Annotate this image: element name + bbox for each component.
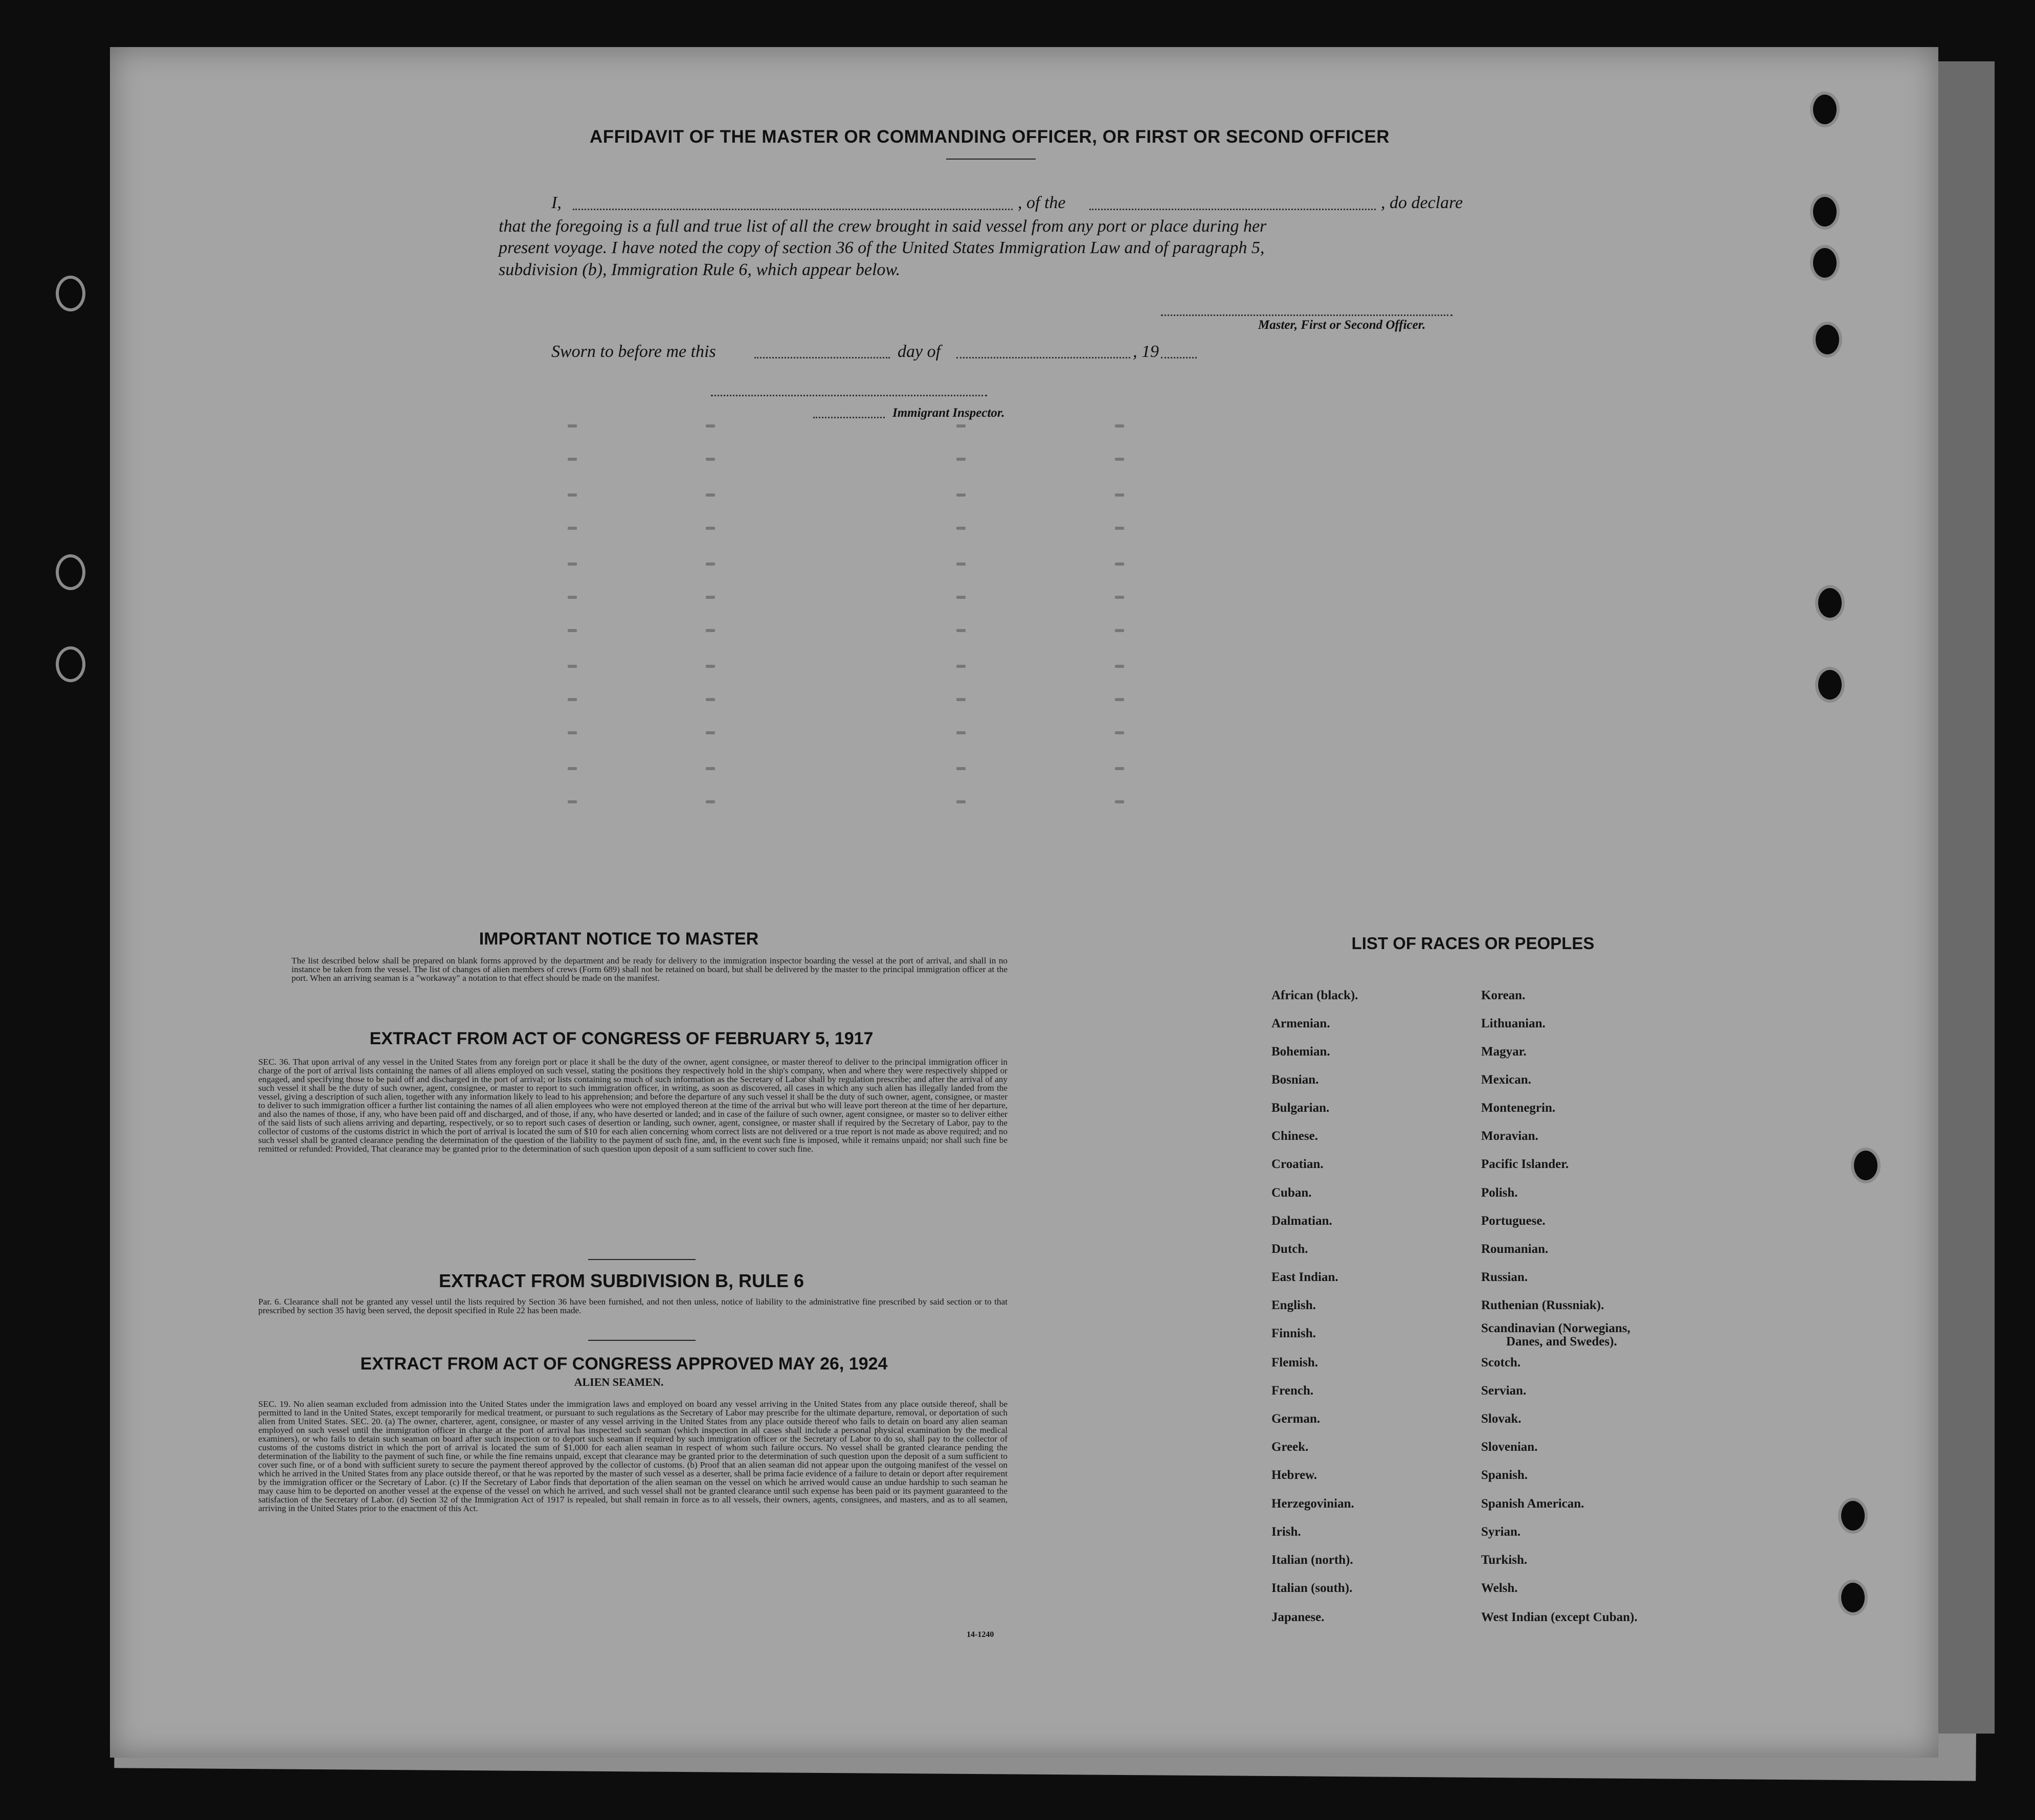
race-item: Bulgarian. [1271, 1101, 1330, 1115]
rule-separator [588, 1259, 696, 1260]
race-item: Irish. [1271, 1525, 1301, 1539]
affidavit-i: I, [551, 193, 562, 212]
race-item: Scandinavian (Norwegians, [1481, 1321, 1630, 1335]
race-item: Ruthenian (Russniak). [1481, 1298, 1604, 1312]
race-item: Montenegrin. [1481, 1101, 1556, 1115]
punch-hole [1813, 197, 1837, 227]
notice-text: The list described below shall be prepared on blank forms approved by the department and be ready for delivery to the immigration inspector boarding the vessel at the port of arrival, and shall in no instance be taken from the vessel. The list of changes of alien members of crews (Form 689) shall not be retained on board, but shall be delivered by the master to the principal immigration officer at the port. When an arriving seaman is a "workaway" a notation to that effect should be made on the manifest. [292, 956, 1008, 983]
race-item: East Indian. [1271, 1270, 1338, 1284]
race-item: Greek. [1271, 1440, 1309, 1454]
race-item: Spanish American. [1481, 1497, 1584, 1511]
race-item: Hebrew. [1271, 1468, 1317, 1482]
sworn-day-blank[interactable] [754, 357, 890, 358]
race-item: Dalmatian. [1271, 1214, 1332, 1228]
race-item: French. [1271, 1384, 1314, 1398]
race-item: West Indian (except Cuban). [1481, 1610, 1638, 1624]
race-item: Magyar. [1481, 1045, 1527, 1059]
sworn-day-of: day of [898, 342, 941, 361]
race-item: Scotch. [1481, 1356, 1521, 1369]
punch-hole [1841, 1583, 1865, 1612]
race-item: African (black). [1271, 988, 1358, 1002]
name-blank[interactable] [573, 209, 1013, 210]
affidavit-title: AFFIDAVIT OF THE MASTER OR COMMANDING OFFICER, OR FIRST OR SECOND OFFICER [589, 127, 1390, 147]
punch-hole [59, 649, 82, 679]
race-item: Pacific Islander. [1481, 1157, 1569, 1171]
race-item: Slovak. [1481, 1412, 1522, 1426]
race-item: Italian (north). [1271, 1553, 1353, 1567]
punch-hole [1841, 1501, 1865, 1531]
master-signature-label: Master, First or Second Officer. [1258, 318, 1426, 332]
vessel-blank[interactable] [1089, 209, 1376, 210]
sworn-month-blank[interactable] [956, 357, 1130, 358]
race-item: Japanese. [1271, 1610, 1325, 1624]
rule-6-title: EXTRACT FROM SUBDIVISION B, RULE 6 [438, 1270, 804, 1291]
affidavit-do-declare: , do declare [1381, 193, 1463, 212]
affidavit-line-2: that the foregoing is a full and true list of all the crew brought in said vessel from any port or place during her [499, 217, 1267, 236]
race-item: Syrian. [1481, 1525, 1521, 1539]
master-signature-line[interactable] [1161, 314, 1452, 316]
race-item: Welsh. [1481, 1581, 1518, 1595]
extract-1917-text: SEC. 36. That upon arrival of any vessel in the United States from any foreign port or place it shall be the duty of the owner, agent consignee, or master thereof to deliver to the principal immigration officer in charge of the port of arrival lists containing the names of all aliens employed on such vessel, stating the positions they respectively hold in the ship's company, when and where they were respectively shipped or engaged, and specifying those to be paid off and discharged in the port of arrival; or lists containing so much of such information as the Secretary of Labor shall by regulation prescribe; and after the arrival of any such vessel it shall be the duty of such owner, agent, consignee, or master to report to such immigration officer, in writing, as soon as discovered, all cases in which any such alien has illegally landed from the vessel, giving a description of such alien, together with any information likely to lead to his apprehension; and before the departure of any such vessel it shall be the duty of such owner, agent, consignee, or master to deliver to such immigration officer a further list containing the names of all alien employees who were not employed thereon at the time of the arrival but who will leave port thereon at the time of her departure, and also the names of those, if any, who have been paid off and discharged, and of those, if any, who have deserted or landed; and in case of the failure of such owner, agent consignee, or master so to deliver either of the said lists of such aliens arriving and departing, respectively, or so to report such cases of desertion or landing, such owner, agent, consignee, or master shall if required by the Secretary of Labor, pay to the collector of customs of the customs district in which the port of arrival is located the sum of $10 for each alien concerning whom correct lists are not delivered or a true report is not made as above required; and no such vessel shall be granted clearance pending the determination of the question of the liability to the payment of such fine, and, in the event such fine is imposed, while it remains unpaid; nor shall such fine be remitted or refunded: Provided, That clearance may be granted prior to the determination of such question upon deposit of a sum sufficient to cover such fine. [258, 1057, 1008, 1154]
inspector-label: Immigrant Inspector. [892, 406, 1005, 420]
race-item: Bosnian. [1271, 1073, 1319, 1087]
race-item: Russian. [1481, 1270, 1528, 1284]
race-item: Slovenian. [1481, 1440, 1538, 1454]
punch-hole [59, 279, 82, 308]
race-item: Croatian. [1271, 1157, 1324, 1171]
rule-6-text: Par. 6. Clearance shall not be granted any vessel until the lists required by Section 36 have been furnished, and not then unless, notice of liability to the administrative fine prescribed by said section or to that prescribed by section 35 havig been served, the deposit specified in Rule 22 has been made. [258, 1297, 1008, 1315]
race-item: Danes, and Swedes). [1506, 1335, 1617, 1349]
race-item: Flemish. [1271, 1356, 1318, 1369]
race-item: Lithuanian. [1481, 1017, 1546, 1030]
inspector-dots [813, 417, 885, 418]
race-item: Spanish. [1481, 1468, 1528, 1482]
race-item: German. [1271, 1412, 1321, 1426]
sworn-year-blank[interactable] [1161, 357, 1197, 358]
page-edge-strip [1938, 61, 1995, 1734]
form-number: 14-1240 [967, 1630, 994, 1639]
race-item: Italian (south). [1271, 1581, 1353, 1595]
affidavit-of-the: , of the [1018, 193, 1066, 212]
races-title: LIST OF RACES OR PEOPLES [1351, 934, 1595, 953]
extract-1924-text: SEC. 19. No alien seaman excluded from admission into the United States under the immigration laws and employed on board any vessel arriving in the United States from any place outside thereof, shall be permitted to land in the United States, except temporarily for medical treatment, or pursuant to such regulations as the Secretary of Labor may prescribe for the ultimate departure, removal, or deportation of such alien from United States. SEC. 20. (a) The owner, charterer, agent, consignee, or master of any vessel arriving in the United States from any place outside thereof who fails to detain on board any alien seaman employed on such vessel until the immigration officer in charge at the port of arrival has inspected such seaman (which inspection in all cases shall include a personal physical examination by the medical examiners), or who fails to detain such seaman on board after such inspection or to deport such seaman if required by such immigration officer or the Secretary of Labor to do so, shall pay to the collector of customs of the customs district in which the port of arrival is located the sum of $1,000 for each alien seaman in respect of whom such failure occurs. No vessel shall be granted clearance pending the determination of the liability to the payment of such fine, or while the fine remains unpaid, except that clearance may be granted prior to the determination of such question upon the deposit of a sum sufficient to cover such fine, or of a bond with sufficient surety to secure the payment thereof approved by the collector of customs. (b) Proof that an alien seaman did not appear upon the outgoing manifest of the vessel on which he arrived in the United States from any place outside thereof, or that he was reported by the master of such vessel as a deserter, shall be prima facie evidence of a failure to detain or deport after requirement by the immigration officer or the Secretary of Labor. (c) If the Secretary of Labor finds that deportation of the alien seaman on the vessel on which he arrived would cause an undue hardship to such seaman he may cause him to be deported on another vessel at the expense of the vessel on which he arrived, and such vessel shall not be granted clearance until such expense has been paid or its payment guaranteed to the satisfaction of the Secretary of Labor. (d) Section 32 of the Immigration Act of 1917 is repealed, but shall remain in force as to all vessels, their owners, agents, consignees, and masters, and as to all seamen, arriving in the United States prior to the enactment of this Act. [258, 1399, 1008, 1513]
race-item: Armenian. [1271, 1017, 1330, 1030]
affidavit-line-4: subdivision (b), Immigration Rule 6, which appear below. [499, 260, 901, 279]
race-item: Moravian. [1481, 1129, 1538, 1143]
race-item: Korean. [1481, 988, 1526, 1002]
punch-hole [1816, 325, 1839, 354]
affidavit-title-rule [946, 159, 1036, 160]
punch-hole [1818, 670, 1842, 700]
extract-1924-title: EXTRACT FROM ACT OF CONGRESS APPROVED MAY 26, 1924 [360, 1354, 888, 1374]
punch-hole [1818, 588, 1842, 618]
punch-hole [59, 557, 82, 587]
race-item: Roumanian. [1481, 1242, 1549, 1256]
race-item: Mexican. [1481, 1073, 1531, 1087]
extract-1917-title: EXTRACT FROM ACT OF CONGRESS OF FEBRUARY 5, 1917 [369, 1029, 874, 1048]
race-item: Turkish. [1481, 1553, 1528, 1567]
affidavit-line-3: present voyage. I have noted the copy of section 36 of the United States Immigration Law and of paragraph 5, [499, 238, 1265, 257]
race-item: Cuban. [1271, 1186, 1312, 1200]
race-item: Portuguese. [1481, 1214, 1546, 1228]
sworn-year: , 19 [1133, 342, 1159, 361]
race-item: Bohemian. [1271, 1045, 1330, 1059]
race-item: Dutch. [1271, 1242, 1308, 1256]
race-item: Servian. [1481, 1384, 1527, 1398]
race-item: Chinese. [1271, 1129, 1318, 1143]
rule-separator [588, 1340, 696, 1341]
race-item: English. [1271, 1298, 1316, 1312]
sworn-text: Sworn to before me this [551, 342, 716, 361]
race-item: Finnish. [1271, 1327, 1316, 1340]
punch-hole [1813, 95, 1837, 124]
extract-1924-subtitle: ALIEN SEAMEN. [574, 1376, 664, 1388]
race-item: Herzegovinian. [1271, 1497, 1354, 1511]
race-item: Polish. [1481, 1186, 1518, 1200]
inspector-signature-line[interactable] [711, 395, 987, 396]
punch-hole [1854, 1151, 1877, 1180]
notice-title: IMPORTANT NOTICE TO MASTER [479, 929, 759, 949]
punch-hole [1813, 248, 1837, 278]
